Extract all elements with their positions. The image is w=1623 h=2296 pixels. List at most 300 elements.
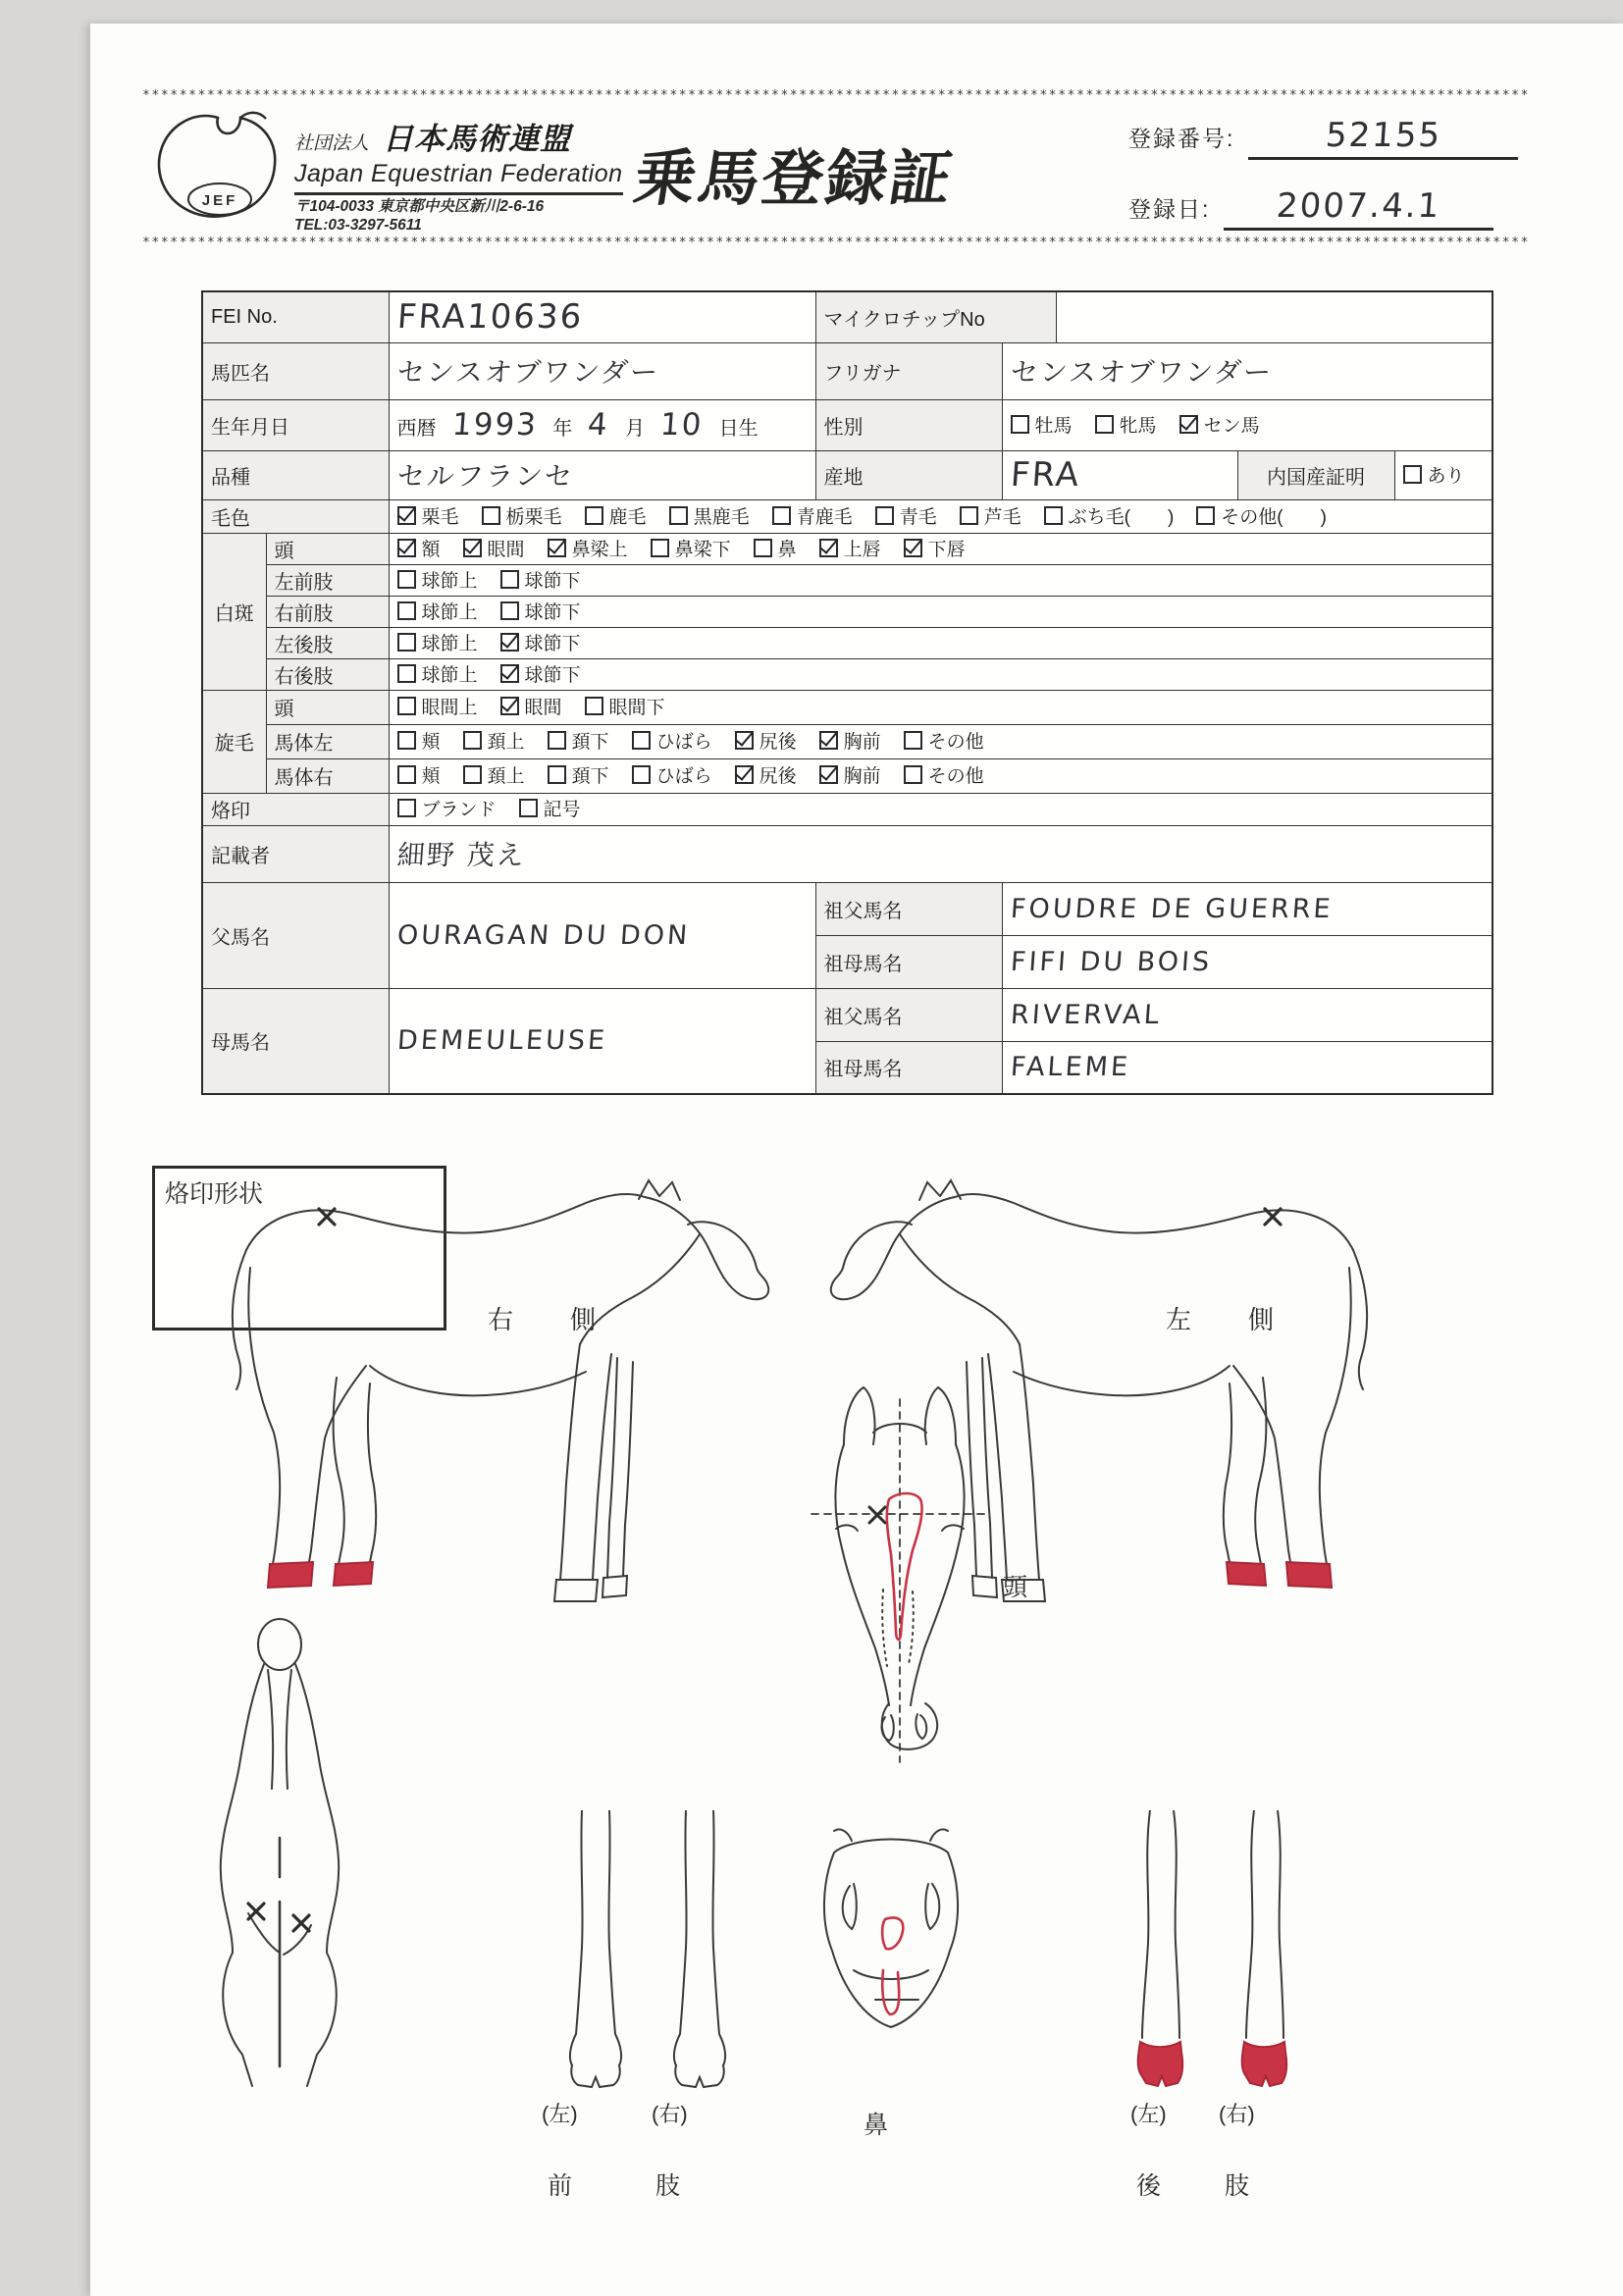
checkbox-label: 頚上 (487, 766, 525, 787)
checkbox-option (632, 727, 712, 754)
checkbox-option (585, 693, 665, 719)
whorls-part-label: 馬体左 (266, 724, 389, 758)
checkbox-label: その他 (927, 732, 984, 753)
checkbox-label: 記号 (543, 800, 581, 820)
birth-month-suffix: 月 (625, 418, 646, 440)
upper-lip-marking-red (882, 1918, 903, 1950)
checkbox-option (463, 761, 525, 788)
checkbox-checked (500, 664, 519, 683)
checkbox-label: 芦毛 (983, 506, 1021, 528)
head-left-cheek (835, 1444, 889, 1705)
org-address-block (294, 192, 623, 235)
dam-granddam-cell (1002, 1041, 1492, 1094)
horse-belly (370, 1366, 586, 1395)
checkbox-option (651, 535, 731, 561)
row-brand (202, 793, 1492, 825)
origin-label: 産地 (815, 450, 1002, 499)
checkbox-unchecked (1403, 465, 1422, 484)
fei-value: FRA10636 (395, 297, 585, 338)
checkbox-unchecked (397, 765, 416, 784)
checkbox-label: 球節上 (421, 601, 478, 623)
sex-label: 性別 (815, 399, 1002, 450)
row-markings-left-hind (202, 627, 1492, 658)
horse-top-view (191, 1607, 368, 2088)
sire-grandsire-label: 祖父馬名 (815, 882, 1002, 935)
birth-month-value: 4 (587, 407, 611, 443)
hind-limb-right-label: (右) (1219, 2102, 1255, 2126)
checkbox-option (819, 535, 881, 561)
checkbox-label: 栗毛 (421, 506, 459, 528)
checkbox-option (904, 535, 966, 561)
checkbox-label: 球節下 (524, 570, 581, 592)
checkbox-label: 尻後 (759, 732, 797, 753)
markings-right-hind-options (389, 658, 1492, 690)
checkbox-unchecked (463, 765, 482, 784)
checkbox-checked (904, 539, 922, 557)
row-markings-right-fore (202, 596, 1492, 627)
checkbox-label: ひばら (655, 766, 712, 787)
hind-limb-word: 肢 (1225, 2172, 1250, 2200)
checkbox-unchecked (463, 731, 482, 750)
row-dam (202, 988, 1492, 1041)
checkbox-label: 鼻梁上 (571, 539, 628, 560)
checkbox-option (960, 502, 1021, 529)
birthdate-line (397, 407, 808, 443)
sire-grandsire-value: FOUDRE DE GUERRE (1009, 893, 1335, 924)
checkbox-option (754, 535, 797, 561)
checkbox-label: 頚上 (487, 732, 525, 753)
checkbox-checked (397, 506, 416, 525)
right-side-label: 右 側 (488, 1305, 599, 1334)
checkbox-unchecked (397, 633, 416, 652)
asterisk-separator-top: ****************************************************************************************************************************************************** (142, 88, 1530, 103)
checkbox-option (1196, 502, 1327, 529)
checkbox-unchecked (500, 570, 519, 589)
horse-tail (233, 1250, 246, 1389)
checkbox-unchecked (1011, 415, 1029, 434)
horse-neck-underside (580, 1234, 700, 1344)
checkbox-unchecked (772, 506, 791, 525)
checkbox-unchecked (651, 539, 669, 557)
registration-date-underline (1224, 186, 1493, 231)
whorl-mark-x (248, 1904, 264, 1919)
breed-cell (389, 450, 815, 499)
checkbox-option (397, 727, 441, 754)
front-left-hoof (571, 2065, 620, 2087)
front-limb-left-label: (左) (542, 2102, 578, 2126)
checkbox-option (397, 502, 459, 529)
markings-part-label: 右後肢 (266, 658, 389, 690)
logo-jef-text: JEF (201, 192, 238, 209)
domestic-cert-options (1394, 450, 1492, 499)
checkbox-option (1179, 411, 1260, 438)
registration-date-value: 2007.4.1 (1275, 186, 1442, 226)
checkbox-label: 胸前 (843, 766, 881, 787)
checkbox-option (500, 693, 562, 719)
furigana-cell (1002, 342, 1492, 399)
row-horse-name (202, 342, 1492, 399)
row-breed (202, 450, 1492, 499)
checkbox-label: 栃栗毛 (505, 506, 562, 528)
registration-date-line (1128, 186, 1493, 231)
birth-era: 西暦 (396, 418, 437, 440)
coat-color-options (389, 499, 1492, 533)
markings-part-label: 左後肢 (266, 627, 389, 658)
left-side-label: 左 側 (1166, 1305, 1277, 1334)
brand-options (389, 793, 1492, 825)
hind-limb-word: 後 (1136, 2172, 1162, 2200)
hind-right-leg (1246, 1810, 1283, 2038)
registration-number-underline (1248, 116, 1518, 160)
checkbox-label: 青鹿毛 (796, 506, 853, 528)
whorls-body-left-options (389, 724, 1492, 758)
checkbox-label: 下唇 (927, 539, 966, 560)
checkbox-unchecked (1044, 506, 1063, 525)
checkbox-option (397, 535, 441, 561)
checkbox-unchecked (397, 697, 416, 715)
hind-left-leg (1142, 1810, 1179, 2038)
checkbox-option (548, 535, 628, 561)
checkbox-label: その他 (927, 766, 984, 787)
markings-part-label: 右前肢 (266, 596, 389, 627)
checkbox-option (875, 502, 937, 529)
dam-value: DEMEULEUSE (395, 1025, 608, 1057)
sire-cell (389, 882, 815, 988)
checkbox-option (463, 727, 525, 754)
checkbox-unchecked (585, 697, 603, 715)
head-right-nostril (916, 1714, 926, 1739)
checkbox-label: 頚下 (571, 732, 609, 753)
row-fei (202, 291, 1492, 342)
checkbox-option (500, 598, 581, 624)
checkbox-unchecked (585, 506, 603, 525)
dam-grandsire-label: 祖父馬名 (815, 988, 1002, 1041)
dam-granddam-value: FALEME (1009, 1052, 1131, 1083)
org-block (294, 114, 623, 235)
front-left-leg (570, 1810, 621, 2065)
checkbox-option (548, 761, 609, 788)
top-view-right-outline (295, 1664, 339, 2086)
checkbox-option (904, 727, 984, 754)
birth-day-value: 10 (658, 407, 705, 443)
checkbox-option (632, 761, 712, 788)
head-label: 頭 (1003, 1574, 1028, 1601)
checkbox-checked (463, 539, 482, 557)
white-markings-group-label: 白斑 (202, 533, 266, 690)
checkbox-label: 額 (421, 539, 441, 560)
checkbox-option (819, 727, 881, 754)
horse-hind-hoof-far-red (334, 1562, 373, 1586)
row-whorls-body-right (202, 758, 1492, 793)
whorl-mark-x (869, 1507, 885, 1523)
checkbox-checked (735, 731, 754, 750)
fei-label: FEI No. (202, 291, 389, 342)
checkbox-label: 黒鹿毛 (693, 506, 750, 528)
checkbox-option (1095, 411, 1157, 438)
checkbox-option (1403, 461, 1465, 488)
top-view-muzzle (258, 1619, 301, 1670)
horse-name-label: 馬匹名 (202, 342, 389, 399)
sire-granddam-cell (1002, 935, 1492, 988)
horse-jaw (688, 1222, 757, 1268)
head-right-cheek (911, 1444, 965, 1705)
org-name: 日本馬術連盟 (383, 122, 572, 156)
furigana-label: フリガナ (815, 342, 1002, 399)
checkbox-checked (819, 765, 838, 784)
head-face-dotted-lines (882, 1590, 914, 1666)
row-whorls-head (202, 690, 1492, 724)
checkbox-option (397, 693, 478, 719)
checkbox-label: 球節上 (421, 570, 478, 592)
breed-label: 品種 (202, 450, 389, 499)
checkbox-label: 頬 (421, 766, 441, 787)
asterisk-separator-bottom: ****************************************************************************************************************************************************** (142, 235, 1530, 250)
checkbox-label: 眼間 (487, 539, 525, 560)
markings-part-label: 左前肢 (266, 564, 389, 596)
fei-value-cell (389, 291, 815, 342)
horse-name-value: センスオブワンダー (395, 356, 660, 389)
checkbox-label: 球節下 (524, 601, 581, 623)
checkbox-option (397, 566, 478, 593)
checkbox-checked (819, 731, 838, 750)
front-right-leg (674, 1810, 725, 2065)
domestic-cert-label: 内国産証明 (1237, 450, 1394, 499)
horse-hind-leg-near (248, 1268, 366, 1564)
recorder-cell (389, 825, 1492, 882)
checkbox-option (397, 761, 441, 788)
row-markings-right-hind (202, 658, 1492, 690)
top-view-left-outline (221, 1664, 264, 2086)
checkbox-unchecked (960, 506, 978, 525)
dam-grandsire-cell (1002, 988, 1492, 1041)
checkbox-option (1011, 411, 1073, 438)
breed-value: セルフランセ (395, 460, 575, 493)
birth-year-value: 1993 (450, 407, 539, 443)
checkbox-label: ブランド (421, 800, 497, 820)
checkbox-option (735, 727, 797, 754)
checkbox-option (904, 761, 984, 788)
jef-saddle-logo (147, 108, 294, 224)
horse-name-cell (389, 342, 815, 399)
checkbox-option (397, 598, 478, 624)
checkbox-option (519, 795, 581, 821)
horse-hind-hoof-near-red (268, 1562, 313, 1588)
checkbox-option (397, 795, 497, 821)
checkbox-label: 上唇 (843, 539, 881, 560)
checkbox-option (585, 502, 647, 529)
checkbox-unchecked (500, 601, 519, 620)
checkbox-label: 眼間 (524, 698, 562, 718)
checkbox-unchecked (397, 601, 416, 620)
checkbox-label: 青毛 (899, 506, 937, 528)
nostril-right (925, 1884, 939, 1929)
checkbox-checked (819, 539, 838, 557)
lower-lip-marking-red (882, 1970, 899, 2014)
hind-legs-diagram (1101, 1810, 1327, 2095)
checkbox-label: 鹿毛 (608, 506, 647, 528)
top-view-neck-lines (268, 1670, 291, 1789)
furigana-value: センスオブワンダー (1009, 356, 1274, 389)
whorl-mark-x (293, 1915, 309, 1931)
registration-number-line (1128, 116, 1518, 160)
registration-number-value: 52155 (1324, 116, 1443, 155)
row-markings-head (202, 533, 1492, 564)
nose-diagram (793, 1825, 989, 2070)
blaze-marking-outline (887, 1493, 922, 1640)
row-coat-color (202, 499, 1492, 533)
checkbox-label: 球節上 (421, 633, 478, 654)
checkbox-checked (500, 633, 519, 652)
whorls-part-label: 頭 (266, 690, 389, 724)
checkbox-unchecked (904, 731, 922, 750)
checkbox-unchecked (397, 731, 416, 750)
checkbox-label: 眼間下 (608, 698, 665, 718)
checkbox-option (500, 629, 581, 655)
origin-value: FRA (1009, 455, 1081, 495)
checkbox-label: 眼間上 (421, 698, 478, 718)
checkbox-option (500, 566, 581, 593)
birth-day-suffix: 日生 (718, 418, 759, 440)
org-tel: TEL:03-3297-5611 (294, 217, 422, 235)
front-limb-word: 肢 (655, 2172, 681, 2200)
horse-topline (246, 1194, 645, 1250)
birthdate-cell (389, 399, 815, 450)
head-left-ear (844, 1387, 875, 1444)
checkbox-option (1044, 502, 1175, 529)
checkbox-label: ぶち毛( ) (1068, 506, 1175, 528)
checkbox-unchecked (482, 506, 500, 525)
checkbox-unchecked (548, 731, 566, 750)
sire-label: 父馬名 (202, 882, 389, 988)
checkbox-unchecked (519, 799, 538, 817)
horse-registration-form (201, 290, 1493, 1095)
checkbox-unchecked (1196, 506, 1215, 525)
checkbox-label: その他( ) (1221, 506, 1327, 528)
row-birthdate (202, 399, 1492, 450)
brand-shape-label: 烙印形状 (165, 1180, 264, 1208)
coat-color-label: 毛色 (202, 499, 389, 533)
sire-grandsire-cell (1002, 882, 1492, 935)
whorls-head-options (389, 690, 1492, 724)
checkbox-checked (397, 539, 416, 557)
registration-date-label: 登録日: (1128, 196, 1211, 222)
certificate-title: 乗馬登録証 (629, 145, 960, 213)
dam-grandsire-value: RIVERVAL (1009, 999, 1163, 1030)
dam-label: 母馬名 (202, 988, 389, 1094)
head-muzzle (882, 1703, 937, 1749)
checkbox-label: 胸前 (843, 732, 881, 753)
checkbox-unchecked (754, 539, 772, 557)
checkbox-option (463, 535, 525, 561)
front-limb-right-label: (右) (652, 2102, 688, 2126)
markings-left-fore-options (389, 564, 1492, 596)
nose-label: 鼻 (864, 2112, 889, 2139)
row-sire (202, 882, 1492, 935)
hind-limb-left-label: (左) (1130, 2102, 1167, 2126)
head-left-nostril (882, 1715, 894, 1741)
microchip-label: マイクロチップNo (815, 291, 1056, 342)
front-limb-word: 前 (548, 2172, 573, 2200)
sire-granddam-value: FIFI DU BOIS (1009, 946, 1213, 977)
checkbox-option (772, 502, 853, 529)
origin-cell (1002, 450, 1237, 499)
dam-granddam-label: 祖母馬名 (815, 1041, 1002, 1094)
checkbox-unchecked (397, 664, 416, 683)
checkbox-option (397, 629, 478, 655)
checkbox-option (548, 727, 609, 754)
checkbox-label: 尻後 (759, 766, 797, 787)
checkbox-checked (735, 765, 754, 784)
markings-right-fore-options (389, 596, 1492, 627)
checkbox-label: 頬 (421, 732, 441, 753)
whorls-part-label: 馬体右 (266, 758, 389, 793)
mouth-crease (854, 1970, 928, 1979)
org-name-line (294, 114, 623, 158)
checkbox-option (397, 660, 478, 687)
checkbox-label: 鼻 (777, 539, 797, 560)
recorder-value: 細野 茂え (395, 839, 527, 871)
checkbox-option (482, 502, 562, 529)
checkbox-label: あり (1427, 465, 1465, 487)
checkbox-unchecked (875, 506, 894, 525)
sex-options (1002, 399, 1492, 450)
checkbox-label: セン馬 (1203, 415, 1260, 437)
brand-label: 烙印 (202, 793, 389, 825)
hind-right-fetlock-red (1242, 2042, 1287, 2086)
checkbox-label: 頚下 (571, 766, 609, 787)
checkbox-unchecked (397, 570, 416, 589)
checkbox-unchecked (1095, 415, 1114, 434)
registration-number-label: 登録番号: (1128, 126, 1235, 151)
checkbox-option (819, 761, 881, 788)
checkbox-unchecked (632, 765, 651, 784)
markings-part-label: 頭 (266, 533, 389, 564)
checkbox-checked (548, 539, 566, 557)
birthdate-label: 生年月日 (202, 399, 389, 450)
markings-head-options (389, 533, 1492, 564)
checkbox-checked (500, 697, 519, 715)
checkbox-option (669, 502, 750, 529)
org-name-en: Japan Equestrian Federation (294, 160, 623, 187)
front-legs-diagram (535, 1810, 760, 2095)
checkbox-unchecked (632, 731, 651, 750)
horse-front-leg-far (607, 1358, 633, 1578)
horse-front-hoof-far (602, 1576, 627, 1597)
checkbox-label: ひばら (655, 732, 712, 753)
checkbox-unchecked (548, 765, 566, 784)
birth-year-suffix: 年 (552, 418, 573, 440)
checkbox-option (735, 761, 797, 788)
sire-value: OURAGAN DU DON (395, 919, 691, 951)
row-recorder (202, 825, 1492, 882)
row-whorls-body-left (202, 724, 1492, 758)
checkbox-label: 鼻梁下 (674, 539, 731, 560)
checkbox-label: 球節下 (524, 664, 581, 686)
checkbox-label: 球節上 (421, 664, 478, 686)
microchip-value-cell (1056, 291, 1492, 342)
checkbox-unchecked (904, 765, 922, 784)
whorls-body-right-options (389, 758, 1492, 793)
hind-left-fetlock-red (1138, 2042, 1183, 2086)
checkbox-option (500, 660, 581, 687)
org-type: 社団法人 (294, 133, 370, 154)
horse-face (645, 1197, 768, 1299)
checkbox-unchecked (397, 799, 416, 817)
front-right-hoof (675, 2065, 724, 2087)
checkbox-unchecked (669, 506, 688, 525)
horse-front-hoof-near (554, 1580, 598, 1601)
sire-granddam-label: 祖母馬名 (815, 935, 1002, 988)
